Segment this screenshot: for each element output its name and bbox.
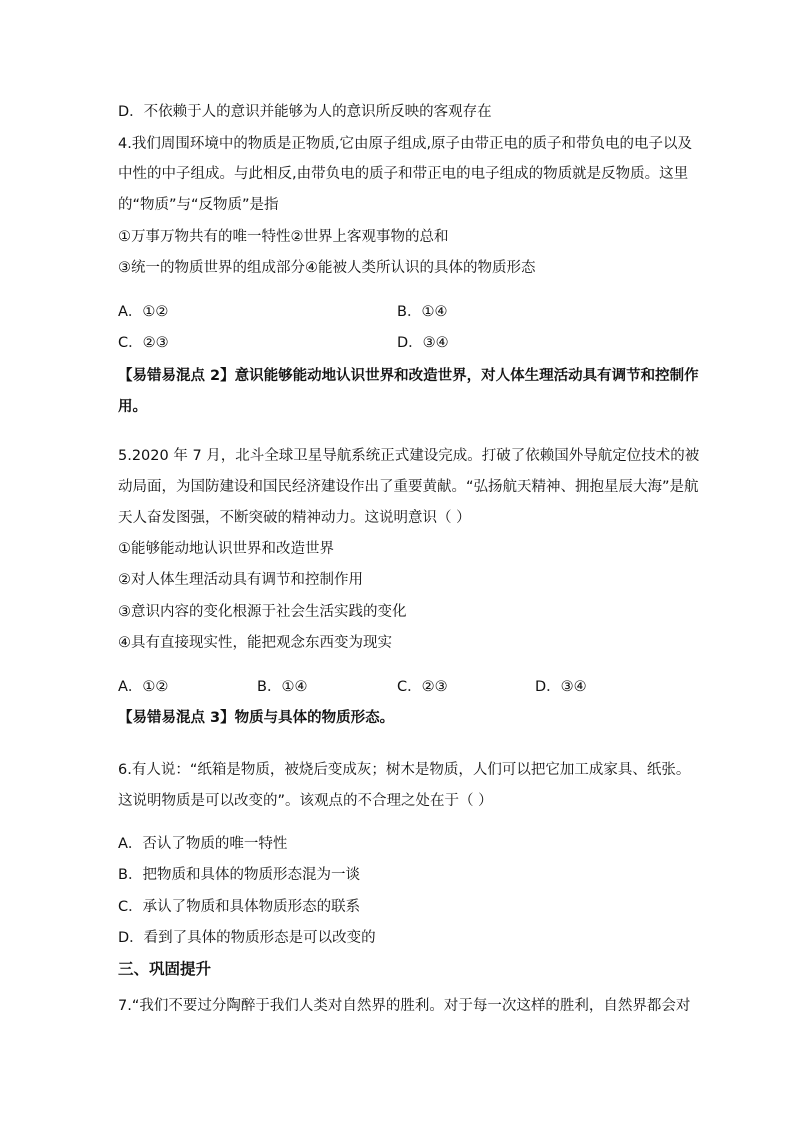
q5-item-3: ③意识内容的变化根源于社会生活实践的变化 xyxy=(118,604,407,620)
q6-option-c: C．承认了物质和具体物质形态的联系 xyxy=(118,899,361,915)
q6-stem-line-2: 这说明物质是可以改变的”。该观点的不合理之处在于（ ） xyxy=(118,793,493,809)
q5-stem-line-2: 动局面，为国防建设和国民经济建设作出了重要黄献。“弘扬航天精神、拥抱星辰大海”是航 xyxy=(118,479,699,495)
q7-stem-line-1: 7.“我们不要过分陶醉于我们人类对自然界的胜利。对于每一次这样的胜利，自然界都会对 xyxy=(118,998,691,1014)
q4-item-line-2: ③统一的物质世界的组成部分④能被人类所认识的具体的物质形态 xyxy=(118,260,536,276)
q6-stem-line-1: 6.有人说：“纸箱是物质，被烧后变成灰；树木是物质，人们可以把它加工成家具、纸张。 xyxy=(118,762,691,778)
error-point-2-line-2: 用。 xyxy=(118,399,147,415)
q5-item-2: ②对人体生理活动具有调节和控制作用 xyxy=(118,572,363,588)
q5-option-d: D．③④ xyxy=(535,679,587,695)
q6-option-b: B．把物质和具体的物质形态混为一谈 xyxy=(118,867,360,883)
q4-item-line-1: ①万事万物共有的唯一特性②世界上客观事物的总和 xyxy=(118,229,449,245)
q6-option-d: D．看到了具体的物质形态是可以改变的 xyxy=(118,930,376,946)
section-heading: 三、巩固提升 xyxy=(118,960,212,978)
q5-stem-line-3: 天人奋发图强，不断突破的精神动力。这说明意识（ ） xyxy=(118,510,471,526)
q5-option-a: A．①② xyxy=(118,679,169,695)
q4-option-a: A．①② xyxy=(118,304,169,320)
q4-option-c: C．②③ xyxy=(118,335,169,351)
q5-item-1: ①能够能动地认识世界和改造世界 xyxy=(118,541,334,557)
q6-option-a: A．否认了物质的唯一特性 xyxy=(118,836,288,852)
q4-stem-line-1: 4.我们周围环境中的物质是正物质,它由原子组成,原子由带正电的质子和带负电的电子以及 xyxy=(118,136,693,152)
q5-item-4: ④具有直接现实性，能把观念东西变为现实 xyxy=(118,635,392,651)
q4-option-d: D．③④ xyxy=(397,335,449,351)
q5-option-c: C．②③ xyxy=(397,679,448,695)
q4-stem-line-3: 的“物质”与“反物质”是指 xyxy=(118,197,279,213)
q5-stem-line-1: 5.2020 年 7 月，北斗全球卫星导航系统正式建设完成。打破了依赖国外导航定位技术的被 xyxy=(118,448,700,464)
q5-option-b: B．①④ xyxy=(257,679,308,695)
q4-option-b: B．①④ xyxy=(397,304,448,320)
error-point-2-line-1: 【易错易混点 2】意识能够能动地认识世界和改造世界，对人体生理活动具有调节和控制作 xyxy=(118,368,699,384)
q3-option-d: D．不依赖于人的意识并能够为人的意识所反映的客观存在 xyxy=(118,104,492,120)
q4-stem-line-2: 中性的中子组成。与此相反,由带负电的质子和带正电的电子组成的物质就是反物质。这里 xyxy=(118,166,689,182)
error-point-3: 【易错易混点 3】物质与具体的物质形态。 xyxy=(118,710,395,726)
